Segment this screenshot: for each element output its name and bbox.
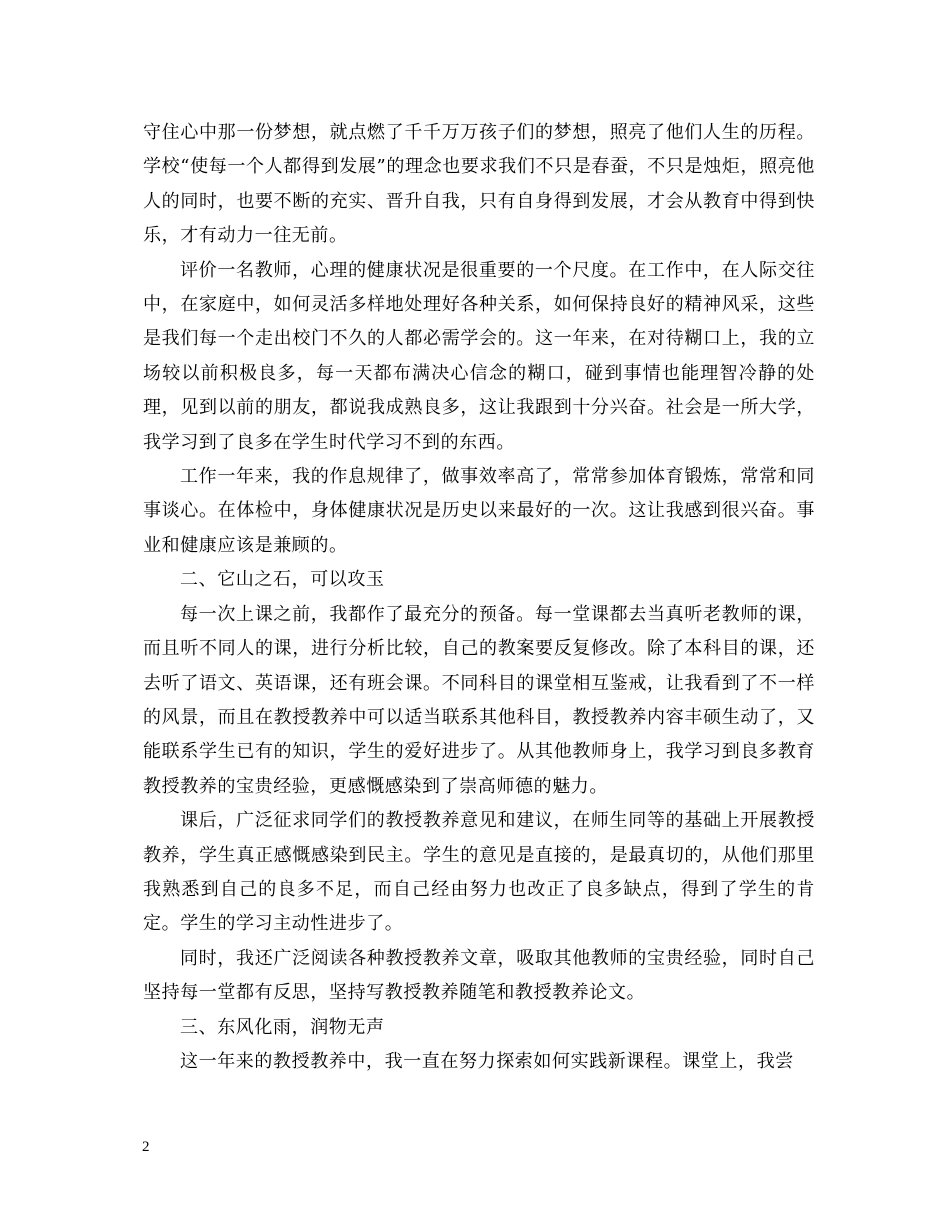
paragraph-7: 同时，我还广泛阅读各种教授教养文章，吸取其他教师的宝贵经验，同时自己坚持每一堂都有反思，坚持写教授教养随笔和教授教养论文。: [143, 947, 815, 1004]
paragraph-2: 评价一名教师，心理的健康状况是很重要的一个尺度。在工作中，在人际交往中，在家庭中，如何灵活多样地处理好各种关系，如何保持良好的精神风采，这些是我们每一个走出校门不久的人都必需学会的。这一年来，在对待糊口上，我的立场较以前积极良多，每一天都布满决心信念的糊口，碰到事情也能理智冷静的处理，见到以前的朋友，都说我成熟良多，这让我跟到十分兴奋。社会是一所大学，我学习到了良多在学生时代学习不到的东西。: [143, 259, 815, 453]
paragraph-1: 守住心中那一份梦想，就点燃了千千万万孩子们的梦想，照亮了他们人生的历程。学校“使每一个人都得到发展”的理念也要求我们不只是春蚕，不只是烛炬，照亮他人的同时，也要不断的充实、晋升自我，只有自身得到发展，才会从教育中得到快乐，才有动力一往无前。: [143, 122, 815, 247]
paragraph-6: 课后，广泛征求同学们的教授教养意见和建议，在师生同等的基础上开展教授教养，学生真正感慨感染到民主。学生的意见是直接的，是最真切的，从他们那里我熟悉到自己的良多不足，而自己经由努力也改正了良多缺点，得到了学生的肯定。学生的学习主动性进步了。: [143, 810, 815, 935]
paragraph-3: 工作一年来，我的作息规律了，做事效率高了，常常参加体育锻炼，常常和同事谈心。在体检中，身体健康状况是历史以来最好的一次。这让我感到很兴奋。事业和健康应该是兼顾的。: [143, 466, 815, 556]
paragraph-5: 每一次上课之前，我都作了最充分的预备。每一堂课都去当真听老教师的课，而且听不同人的课，进行分析比较，自己的教案要反复修改。除了本科目的课，还去听了语文、英语课，还有班会课。不同科目的课堂相互鉴戒，让我看到了不一样的风景，而且在教授教养中可以适当联系其他科目，教授教养内容丰硕生动了，又能联系学生已有的知识，学生的爱好进步了。从其他教师身上，我学习到良多教育教授教养的宝贵经验，更感慨感染到了崇高师德的魅力。: [143, 603, 815, 797]
section-heading-2: 二、它山之石，可以攻玉: [180, 569, 385, 591]
section-heading-3: 三、东风化雨，润物无声: [180, 1016, 385, 1038]
document-body: [143, 116, 815, 1079]
paragraph-9: 这一年来的教授教养中，我一直在努力探索如何实践新课程。课堂上，我尝: [180, 1050, 794, 1072]
page-number: 2: [142, 1139, 150, 1155]
